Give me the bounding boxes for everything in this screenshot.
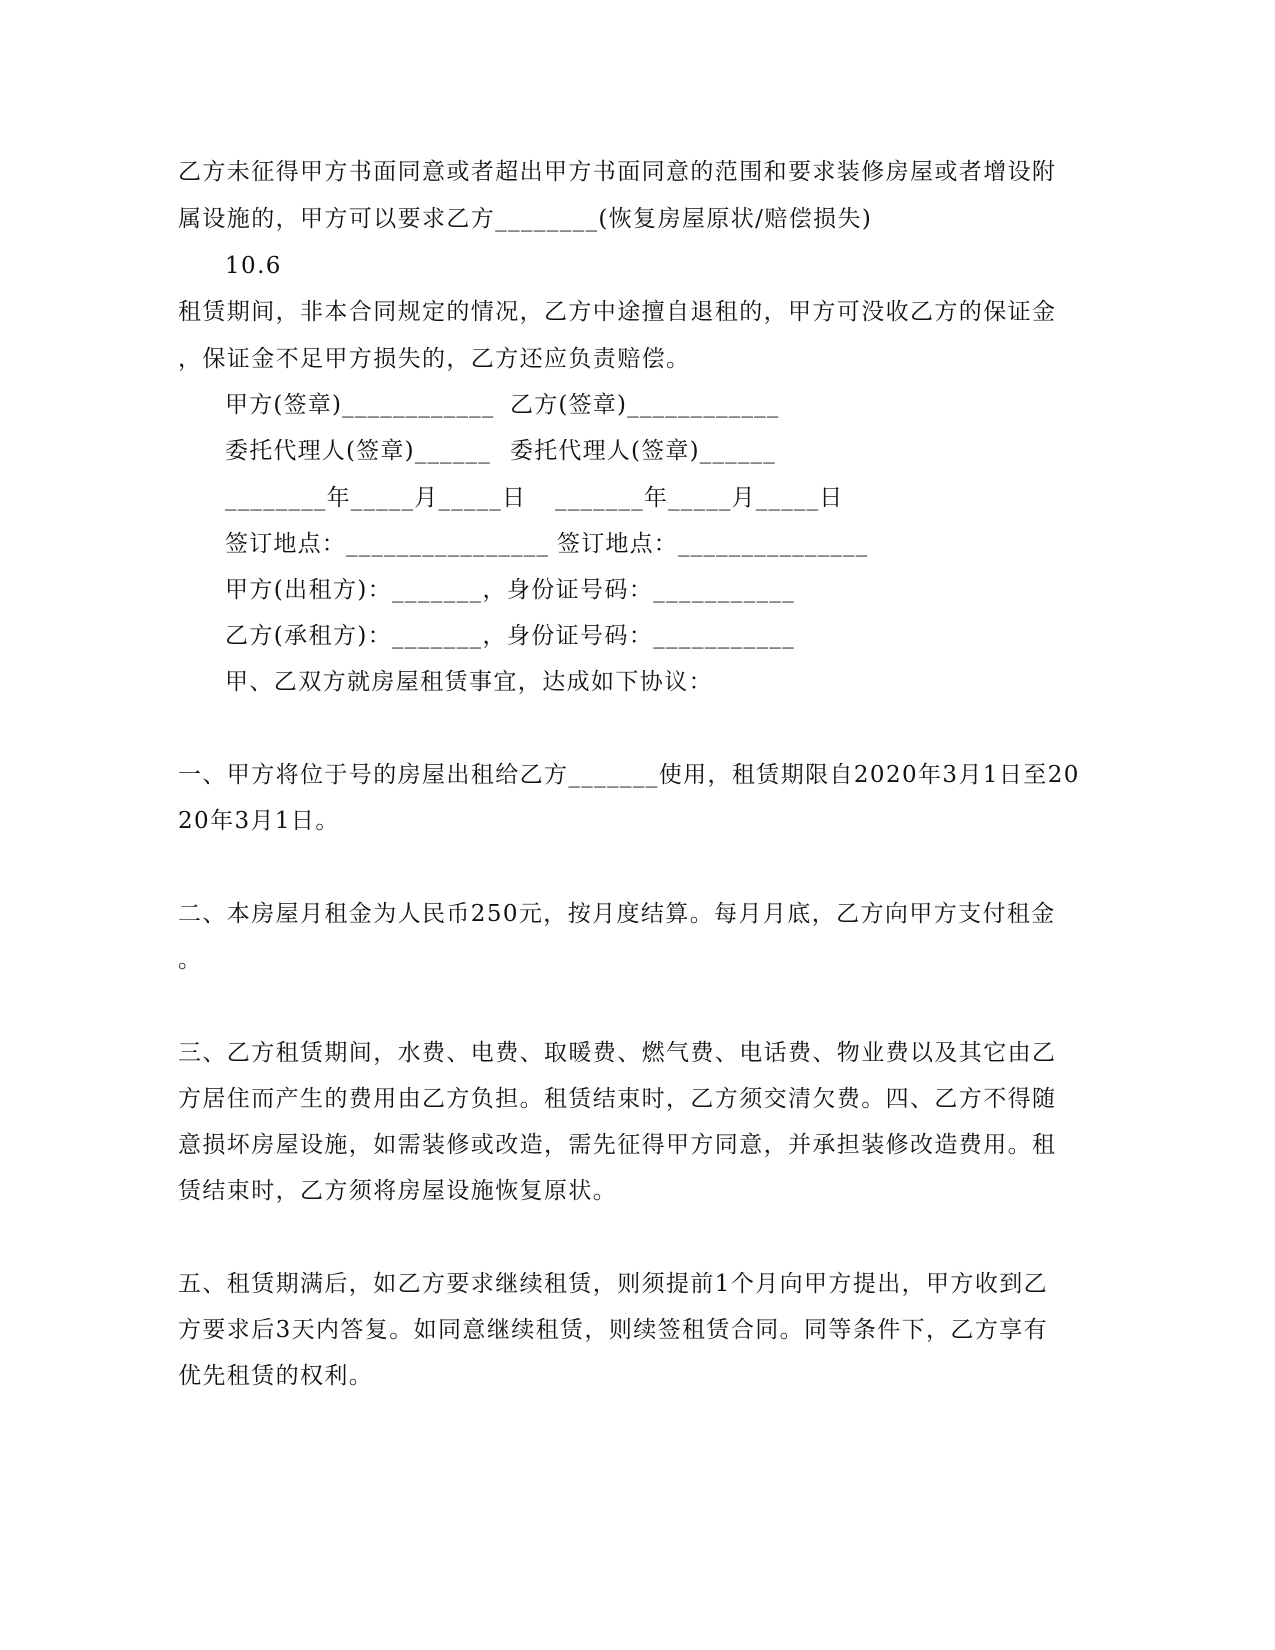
place-line: 签订地点：________________ bbox=[225, 531, 550, 557]
article-line: 意损坏房屋设施，如需装修或改造，需先征得甲方同意，并承担装修改造费用。租 bbox=[178, 1132, 1057, 1158]
signature-line: 乙方(签章)____________ bbox=[510, 392, 780, 418]
paragraph-line: 属设施的，甲方可以要求乙方________(恢复房屋原状/赔偿损失) bbox=[178, 206, 873, 232]
signature-line: 委托代理人(签章)______ bbox=[510, 438, 776, 464]
signature-line: 甲方(签章)____________ bbox=[225, 392, 495, 418]
clause-number: 10.6 bbox=[225, 253, 282, 279]
signature-line: 委托代理人(签章)______ bbox=[225, 438, 491, 464]
date-line: ________年_____月_____日 bbox=[225, 485, 527, 511]
article-line: 五、租赁期满后，如乙方要求继续租赁，则须提前1个月向甲方提出，甲方收到乙 bbox=[178, 1271, 1049, 1297]
party-line: 甲方(出租方)：_______，身份证号码：___________ bbox=[225, 577, 796, 603]
paragraph-line: 乙方未征得甲方书面同意或者超出甲方书面同意的范围和要求装修房屋或者增设附 bbox=[178, 159, 1057, 185]
article-line: 三、乙方租赁期间，水费、电费、取暖费、燃气费、电话费、物业费以及其它由乙 bbox=[178, 1040, 1057, 1066]
paragraph-line: ，保证金不足甲方损失的，乙方还应负责赔偿。 bbox=[178, 346, 691, 372]
article-line: 方居住而产生的费用由乙方负担。租赁结束时，乙方须交清欠费。四、乙方不得随 bbox=[178, 1086, 1057, 1112]
article-line: 二、本房屋月租金为人民币250元，按月度结算。每月月底，乙方向甲方支付租金 bbox=[178, 901, 1056, 927]
paragraph-line: 租赁期间，非本合同规定的情况，乙方中途擅自退租的，甲方可没收乙方的保证金 bbox=[178, 299, 1057, 325]
article-line: 赁结束时，乙方须将房屋设施恢复原状。 bbox=[178, 1178, 618, 1204]
agreement-intro: 甲、乙双方就房屋租赁事宜，达成如下协议： bbox=[225, 669, 713, 695]
article-line: 优先租赁的权利。 bbox=[178, 1363, 374, 1389]
party-line: 乙方(承租方)：_______，身份证号码：___________ bbox=[225, 623, 796, 649]
place-line: 签订地点：_______________ bbox=[557, 531, 869, 557]
article-line: 。 bbox=[178, 947, 203, 973]
article-line: 一、甲方将位于号的房屋出租给乙方_______使用，租赁期限自2020年3月1日至20 bbox=[178, 762, 1080, 788]
date-line: _______年_____月_____日 bbox=[555, 485, 844, 511]
article-line: 20年3月1日。 bbox=[178, 808, 340, 834]
article-line: 方要求后3天内答复。如同意继续租赁，则续签租赁合同。同等条件下，乙方享有 bbox=[178, 1317, 1049, 1343]
